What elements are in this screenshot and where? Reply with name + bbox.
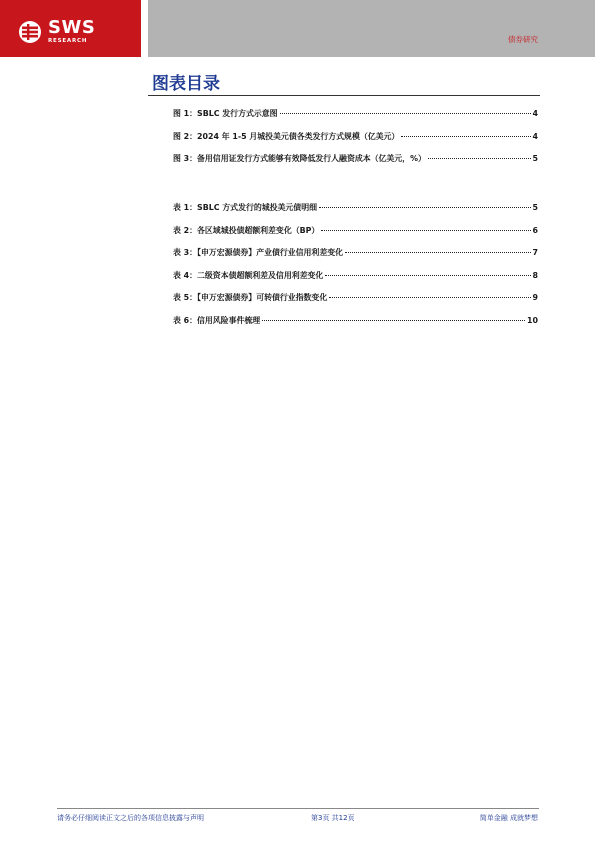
- logo-text: SWS: [48, 17, 96, 39]
- figure-list: [173, 108, 538, 176]
- page-title: 图表目录: [152, 74, 220, 94]
- toc-entry-table-1[interactable]: [173, 202, 538, 225]
- logo: [18, 17, 95, 47]
- dot-leader: [329, 297, 530, 298]
- toc-entry-label: 表 1：SBLC 方式发行的城投美元债明细: [173, 203, 317, 212]
- toc-entry-table-4[interactable]: [173, 270, 538, 293]
- footer-divider: [57, 808, 539, 809]
- toc-entry-label: 图 2：2024 年 1-5 月城投美元债各类发行方式规模（亿美元）: [173, 131, 400, 141]
- toc-entry-table-3[interactable]: [173, 247, 538, 270]
- header-bar: [148, 0, 595, 57]
- toc-entry-page: 4: [532, 131, 538, 141]
- footer-slogan: 简单金融 成就梦想: [479, 814, 538, 822]
- footer-disclaimer: 请务必仔细阅读正文之后的各项信息披露与声明: [57, 814, 204, 822]
- toc-entry-page: 7: [532, 248, 538, 258]
- toc-entry-figure-3[interactable]: [173, 153, 538, 176]
- toc-entry-label: 表 4：二级资本债超额利差及信用利差变化: [173, 270, 324, 280]
- logo-subtext: RESEARCH: [48, 38, 88, 45]
- toc-entry-table-6[interactable]: [173, 315, 538, 338]
- toc-entry-page: 6: [532, 225, 538, 235]
- toc-entry-page: 4: [532, 109, 538, 118]
- toc-entry-label: 图 3：备用信用证发行方式能够有效降低发行人融资成本（亿美元，%）: [173, 154, 426, 164]
- dot-leader: [401, 136, 530, 137]
- toc-entry-table-2[interactable]: [173, 225, 538, 248]
- footer-page-info: 第3页 共12页: [311, 814, 355, 822]
- toc-entry-label: 表 2：各区域城投债超额利差变化（BP）: [173, 225, 320, 235]
- title-divider: [148, 95, 540, 96]
- toc-entry-label: 图 1：SBLC 发行方式示意图: [173, 109, 278, 118]
- toc-entry-figure-1[interactable]: [173, 108, 538, 131]
- toc-entry-table-5[interactable]: [173, 292, 538, 315]
- toc-entry-label: 表 5：【申万宏源债券】可转债行业指数变化: [173, 293, 328, 303]
- dot-leader: [321, 230, 530, 231]
- sws-logo-icon: [18, 20, 42, 44]
- toc-entry-label: 表 3：【申万宏源债券】产业债行业信用利差变化: [173, 248, 343, 258]
- dot-leader: [325, 275, 530, 276]
- toc-entry-page: 9: [532, 293, 538, 303]
- toc-entry-figure-2[interactable]: [173, 131, 538, 154]
- toc-entry-page: 5: [532, 203, 538, 212]
- report-category: 债券研究: [508, 35, 538, 44]
- dot-leader: [345, 252, 531, 253]
- table-list: [173, 202, 538, 338]
- toc-entry-label: 表 6：信用风险事件梳理: [173, 315, 261, 325]
- toc-entry-page: 8: [532, 270, 538, 280]
- dot-leader: [280, 113, 531, 114]
- toc-entry-page: 10: [527, 315, 538, 325]
- dot-leader: [319, 207, 531, 208]
- dot-leader: [428, 158, 531, 159]
- dot-leader: [262, 320, 525, 321]
- toc-entry-page: 5: [532, 154, 538, 164]
